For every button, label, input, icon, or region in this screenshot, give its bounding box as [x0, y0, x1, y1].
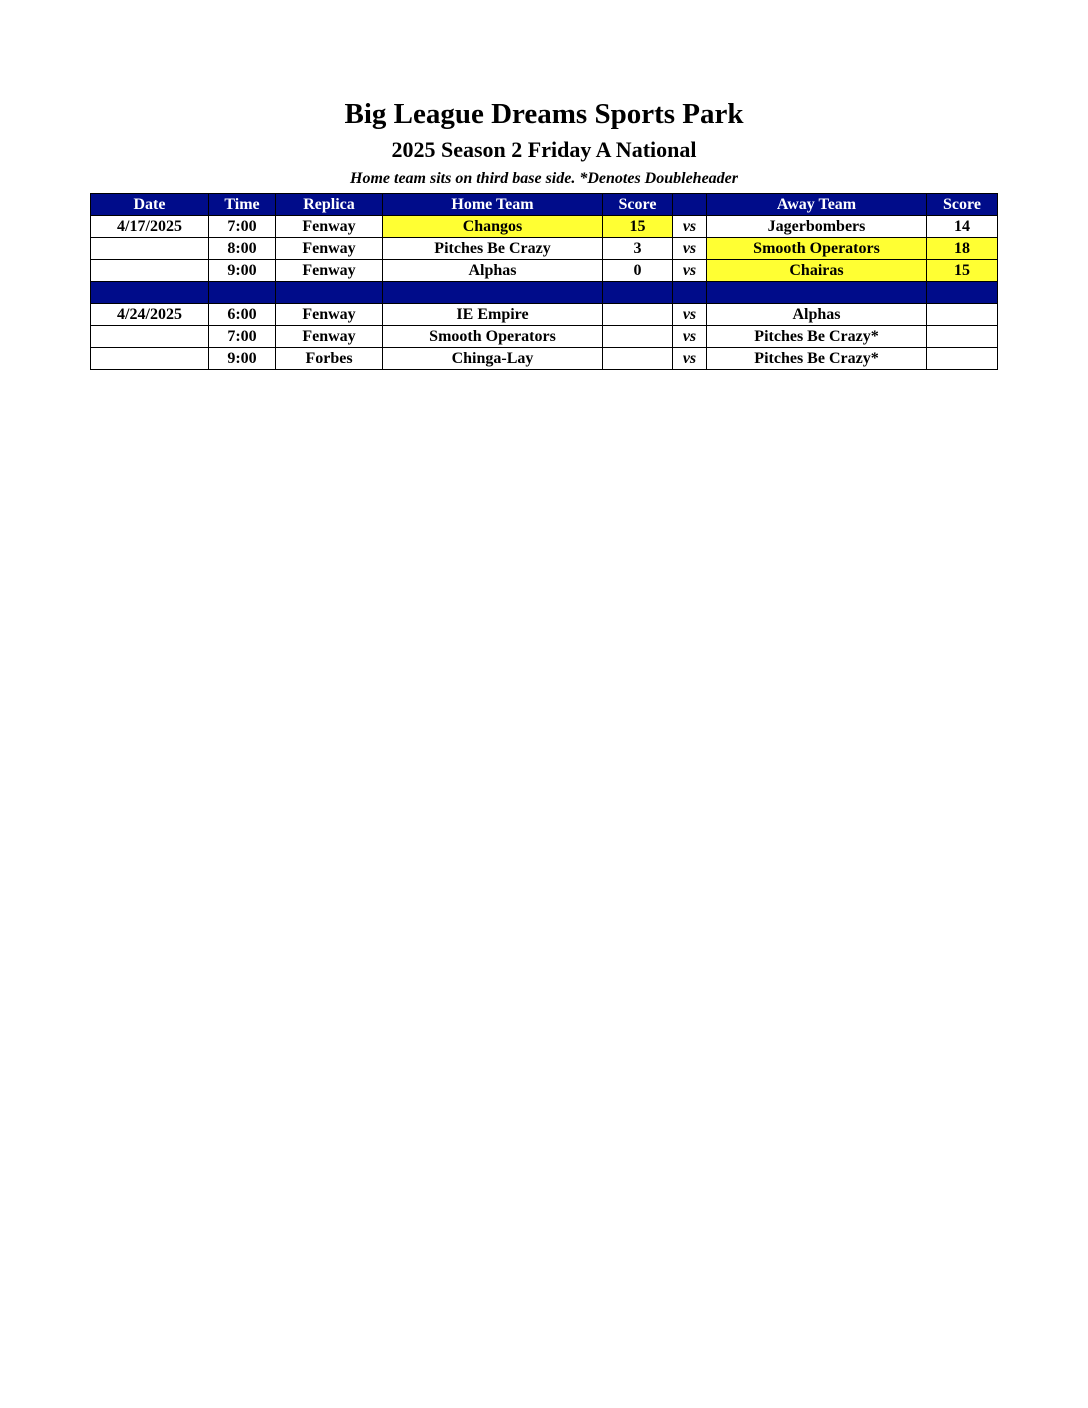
- cell-away-score-winner: 15: [927, 260, 998, 282]
- cell-date: [91, 326, 209, 348]
- table-header-row: [91, 194, 998, 216]
- cell-home-score: [603, 326, 673, 348]
- cell-vs: vs: [673, 326, 707, 348]
- page-subtitle: 2025 Season 2 Friday A National: [391, 137, 697, 162]
- table-row: [91, 304, 998, 326]
- header-away-team: Away Team: [707, 194, 927, 216]
- cell-time: 6:00: [209, 304, 276, 326]
- header-vs: [673, 194, 707, 216]
- cell-home-team: Smooth Operators: [383, 326, 603, 348]
- cell-away-team-winner: Chairas: [707, 260, 927, 282]
- cell-away-score-winner: 18: [927, 238, 998, 260]
- schedule-note: Home team sits on third base side. *Denotes Doubleheader: [350, 170, 738, 187]
- cell-home-score-winner: 15: [603, 216, 673, 238]
- table-row: [91, 348, 998, 370]
- schedule-table: [90, 193, 998, 370]
- cell-replica: Fenway: [276, 216, 383, 238]
- cell-home-score: [603, 304, 673, 326]
- cell-vs: vs: [673, 260, 707, 282]
- cell-time: 7:00: [209, 326, 276, 348]
- cell-date: [91, 238, 209, 260]
- cell-replica: Fenway: [276, 260, 383, 282]
- cell-home-team: Alphas: [383, 260, 603, 282]
- cell-replica: Fenway: [276, 304, 383, 326]
- header-time: Time: [209, 194, 276, 216]
- cell-vs: vs: [673, 238, 707, 260]
- cell-vs: vs: [673, 304, 707, 326]
- header-home-team: Home Team: [383, 194, 603, 216]
- cell-away-score: [927, 348, 998, 370]
- cell-date: [91, 260, 209, 282]
- table-row: [91, 216, 998, 238]
- header-date: Date: [91, 194, 209, 216]
- cell-time: 9:00: [209, 348, 276, 370]
- cell-vs: vs: [673, 348, 707, 370]
- cell-vs: vs: [673, 216, 707, 238]
- header-home-score: Score: [603, 194, 673, 216]
- page-title: Big League Dreams Sports Park: [344, 98, 744, 130]
- cell-time: 9:00: [209, 260, 276, 282]
- header-replica: Replica: [276, 194, 383, 216]
- cell-away-score: [927, 304, 998, 326]
- cell-away-team: Jagerbombers: [707, 216, 927, 238]
- cell-home-score: 0: [603, 260, 673, 282]
- cell-home-score: 3: [603, 238, 673, 260]
- header-away-score: Score: [927, 194, 998, 216]
- cell-home-team-winner: Changos: [383, 216, 603, 238]
- table-row: [91, 238, 998, 260]
- table-row: [91, 326, 998, 348]
- cell-home-team: Chinga-Lay: [383, 348, 603, 370]
- cell-home-team: Pitches Be Crazy: [383, 238, 603, 260]
- cell-date: 4/24/2025: [91, 304, 209, 326]
- cell-away-team: Alphas: [707, 304, 927, 326]
- cell-home-score: [603, 348, 673, 370]
- week-separator-row: [91, 282, 998, 304]
- cell-replica: Fenway: [276, 238, 383, 260]
- cell-date: [91, 348, 209, 370]
- cell-time: 8:00: [209, 238, 276, 260]
- cell-away-team-winner: Smooth Operators: [707, 238, 927, 260]
- cell-away-team: Pitches Be Crazy*: [707, 326, 927, 348]
- table-row: [91, 260, 998, 282]
- cell-away-team: Pitches Be Crazy*: [707, 348, 927, 370]
- cell-replica: Forbes: [276, 348, 383, 370]
- cell-home-team: IE Empire: [383, 304, 603, 326]
- cell-away-score: [927, 326, 998, 348]
- cell-replica: Fenway: [276, 326, 383, 348]
- cell-away-score: 14: [927, 216, 998, 238]
- cell-date: 4/17/2025: [91, 216, 209, 238]
- cell-time: 7:00: [209, 216, 276, 238]
